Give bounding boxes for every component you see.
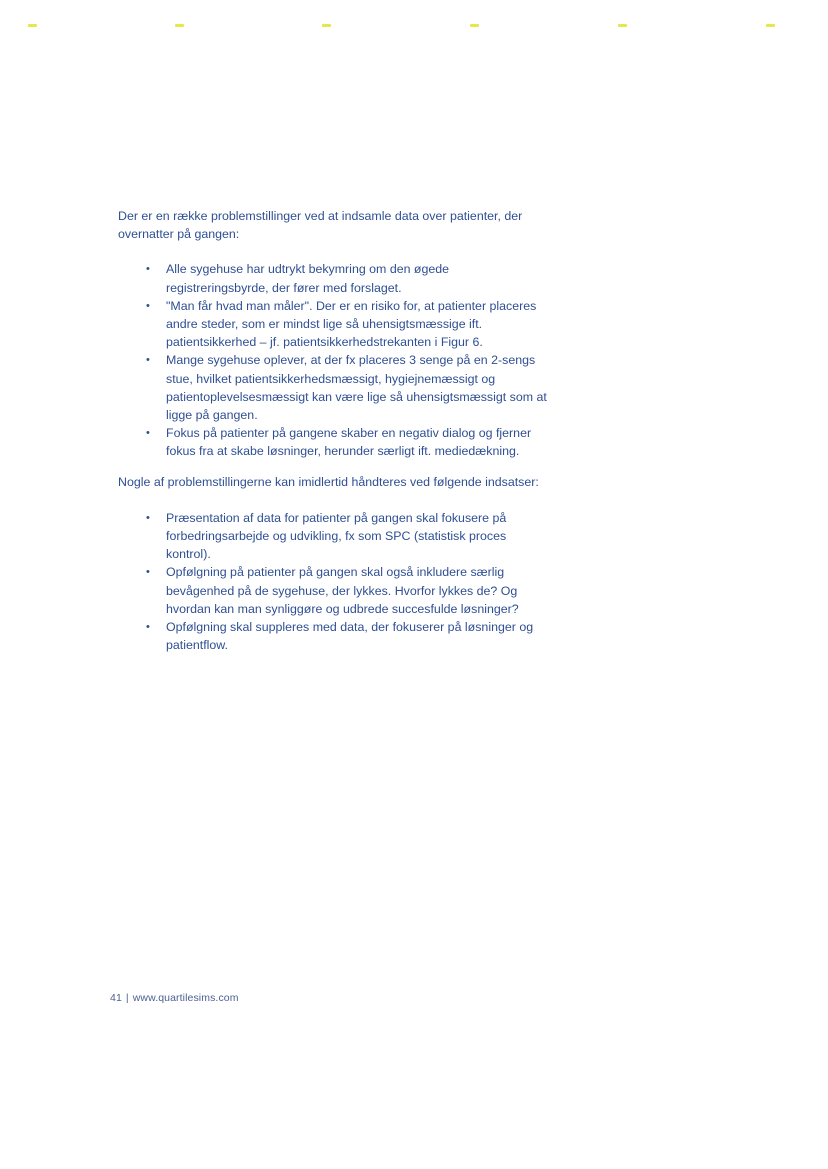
bullet-icon: •: [146, 354, 150, 367]
scan-mark: [175, 24, 184, 27]
scan-mark: [28, 24, 37, 27]
scan-marks: [0, 0, 828, 40]
list-item: • Mange sygehuse oplever, at der fx placeres 3 senge på en 2-sengs stue, hvilket patientsikkerhedsmæssigt, hygiejnemæssigt og patientoplevelsesmæssigt kan være lige så uhensigtsmæssigt som at ligge på gangen.: [146, 353, 547, 423]
list-item: • Præsentation af data for patienter på gangen skal fokusere på forbedringsarbejde og udvikling, fx som SPC (statistisk proces kontrol).: [146, 510, 507, 562]
footer-separator: |: [125, 992, 129, 1004]
scan-mark: [766, 24, 775, 27]
mid-paragraph: Nogle af problemstillingerne kan imidlertid håndteres ved følgende indsatser:: [118, 474, 539, 489]
page-number: 41: [110, 992, 122, 1004]
list-item: • Opfølgning på patienter på gangen skal også inkludere særlig bevågenhed på de sygehuse, der lykkes. Hvorfor lykkes de? Og hvordan kan man synliggøre og udbrede succesfulde løsninger?: [146, 565, 519, 616]
list-item: • Opfølgning skal suppleres med data, der fokuserer på løsninger og patientflow.: [146, 620, 534, 653]
bullet-icon: •: [146, 566, 150, 579]
scan-mark: [618, 24, 627, 27]
problems-list: [118, 260, 548, 460]
bullet-icon: •: [146, 299, 150, 312]
scan-mark: [470, 24, 479, 27]
intro-paragraph: Der er en række problemstillinger ved at indsamle data over patienter, der overnatter på gangen:: [118, 209, 523, 242]
list-item: • Fokus på patienter på gangene skaber en negativ dialog og fjerner fokus fra at skabe løsninger, herunder særligt ift. mediedækning.: [146, 426, 532, 459]
list-item: • "Man får hvad man måler". Der er en risiko for, at patienter placeres andre steder, som er mindst lige så uhensigtsmæssige ift. patientsikkerhed – jf. patientsikkerhedstrekanten i Figur 6.: [146, 298, 537, 350]
solutions-list: [118, 509, 548, 655]
scan-mark: [322, 24, 331, 27]
page-content: [118, 207, 548, 654]
bullet-icon: •: [146, 263, 150, 276]
bullet-icon: •: [146, 427, 150, 440]
bullet-icon: •: [146, 511, 150, 524]
bullet-icon: •: [146, 621, 150, 634]
list-item: • Alle sygehuse har udtrykt bekymring om den øgede registreringsbyrde, der fører med forslaget.: [146, 262, 450, 295]
footer-url: www.quartilesims.com: [132, 992, 239, 1004]
page-footer: [110, 992, 239, 1004]
